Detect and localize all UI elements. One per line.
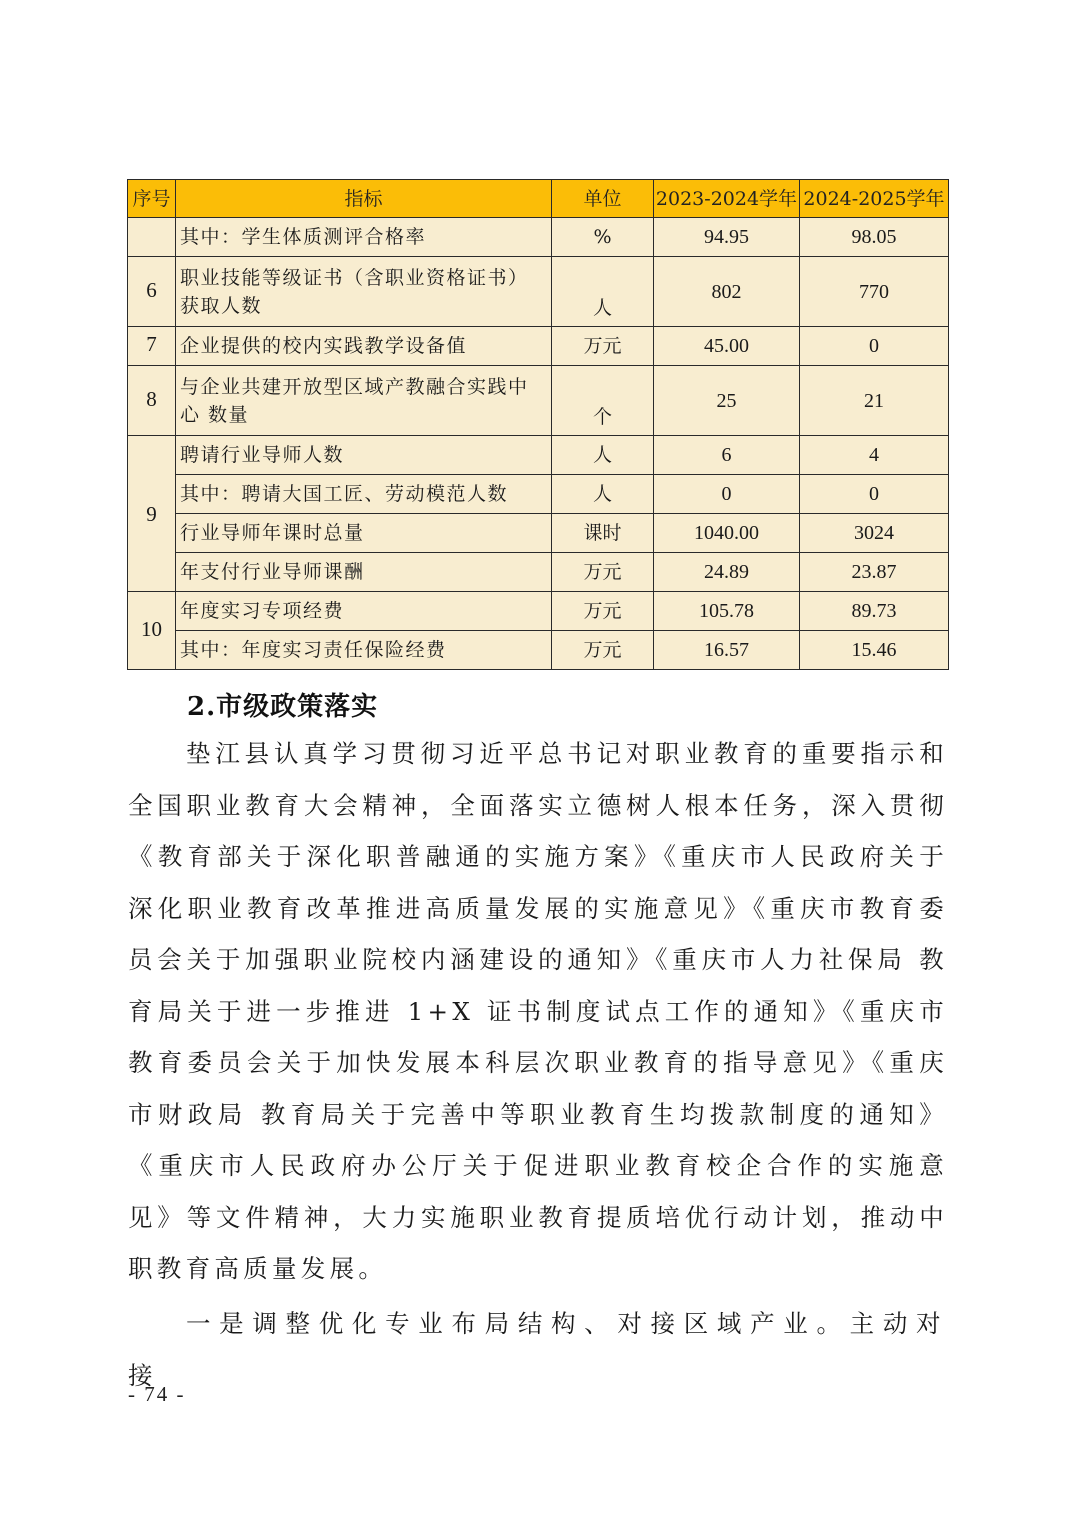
cell-year1: 1040.00 <box>654 514 800 553</box>
cell-year1: 24.89 <box>654 553 800 592</box>
cell-unit: 个 <box>552 366 654 436</box>
cell-unit: 人 <box>552 257 654 327</box>
cell-year1: 802 <box>654 257 800 327</box>
cell-year1: 45.00 <box>654 327 800 366</box>
cell-indicator: 与企业共建开放型区域产教融合实践中心 数量 <box>176 366 552 436</box>
header-no: 序号 <box>128 180 176 218</box>
cell-unit: 课时 <box>552 514 654 553</box>
table-row <box>128 327 949 366</box>
table-row <box>128 475 949 514</box>
cell-no: 7 <box>128 327 176 366</box>
body-paragraph: 垫江县认真学习贯彻习近平总书记对职业教育的重要指示和全国职业教育大会精神，全面落实立德树人根本任务，深入贯彻《教育部关于深化职普融通的实施方案》《重庆市人民政府关于深化职业教育改革推进高质量发展的实施意见》《重庆市教育委员会关于加强职业院校内涵建设的通知》《重庆市人力社保局 教育局关于进一步推进 1+X 证书制度试点工作的通知》《重庆市教育委员会关于加快发展本科层次职业教育的指导意见》《重庆市财政局 教育局关于完善中等职业教育生均拨款制度的通知》《重庆市人民政府办公厅关于促进职业教育校企合作的实施意见》等文件精神，大力实施职业教育提质培优行动计划，推动中职教育高质量发展。 <box>128 739 948 1283</box>
table-row <box>128 514 949 553</box>
cell-year2: 98.05 <box>800 218 949 257</box>
table-row <box>128 436 949 475</box>
cell-year2: 0 <box>800 327 949 366</box>
cell-unit: 万元 <box>552 592 654 631</box>
cell-year2: 15.46 <box>800 631 949 670</box>
cell-no: 8 <box>128 366 176 436</box>
cell-unit: 人 <box>552 475 654 514</box>
cell-indicator: 聘请行业导师人数 <box>176 436 552 475</box>
cell-unit: % <box>552 218 654 257</box>
cell-year1: 6 <box>654 436 800 475</box>
cell-year2: 3024 <box>800 514 949 553</box>
cell-no: 9 <box>128 436 176 592</box>
cell-indicator: 企业提供的校内实践教学设备值 <box>176 327 552 366</box>
cell-unit: 万元 <box>552 553 654 592</box>
header-year2: 2024-2025学年 <box>800 180 949 218</box>
cell-year1: 25 <box>654 366 800 436</box>
cell-year2: 21 <box>800 366 949 436</box>
table-row <box>128 553 949 592</box>
cell-year1: 16.57 <box>654 631 800 670</box>
cell-no: 10 <box>128 592 176 670</box>
cell-indicator: 职业技能等级证书（含职业资格证书）获取人数 <box>176 257 552 327</box>
cell-year1: 0 <box>654 475 800 514</box>
cell-year1: 105.78 <box>654 592 800 631</box>
table-row <box>128 592 949 631</box>
table-row <box>128 218 949 257</box>
cell-indicator: 其中：年度实习责任保险经费 <box>176 631 552 670</box>
cell-year2: 770 <box>800 257 949 327</box>
cell-indicator: 行业导师年课时总量 <box>176 514 552 553</box>
cell-unit: 人 <box>552 436 654 475</box>
cell-year2: 0 <box>800 475 949 514</box>
table-row <box>128 257 949 327</box>
body-paragraph: 一是调整优化专业布局结构、对接区域产业。主动对接 <box>128 1309 948 1390</box>
cell-indicator: 年度实习专项经费 <box>176 592 552 631</box>
cell-indicator: 年支付行业导师课酬 <box>176 553 552 592</box>
cell-year2: 23.87 <box>800 553 949 592</box>
header-year1: 2023-2024学年 <box>654 180 800 218</box>
cell-year2: 89.73 <box>800 592 949 631</box>
page-number: - 74 - <box>128 1382 186 1406</box>
indicator-table <box>127 179 949 670</box>
cell-indicator: 其中：聘请大国工匠、劳动模范人数 <box>176 475 552 514</box>
cell-no: 6 <box>128 257 176 327</box>
header-indicator: 指标 <box>176 180 552 218</box>
cell-no <box>128 218 176 257</box>
cell-year1: 94.95 <box>654 218 800 257</box>
cell-unit: 万元 <box>552 631 654 670</box>
header-unit: 单位 <box>552 180 654 218</box>
cell-unit: 万元 <box>552 327 654 366</box>
section-heading: 2.市级政策落实 <box>187 692 379 722</box>
cell-indicator: 其中：学生体质测评合格率 <box>176 218 552 257</box>
cell-year2: 4 <box>800 436 949 475</box>
table-row <box>128 631 949 670</box>
table-header-row <box>128 180 949 218</box>
table-row <box>128 366 949 436</box>
